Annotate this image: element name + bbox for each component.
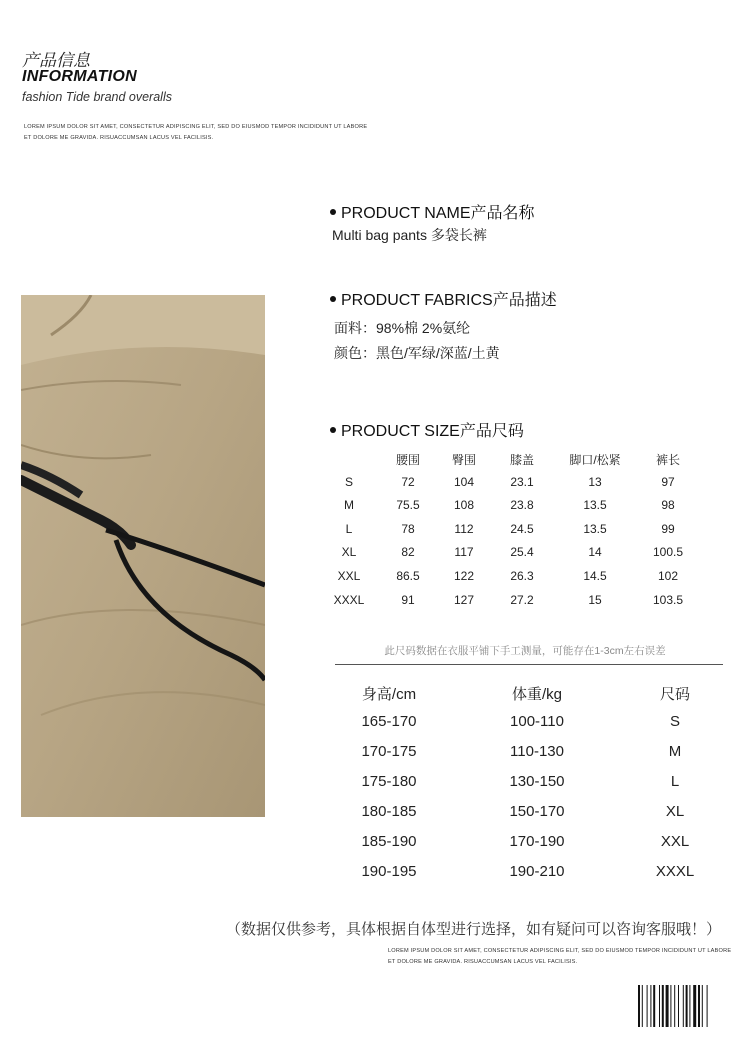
size-chart-cell: 99: [661, 521, 675, 536]
size-chart-cell: 97: [661, 474, 675, 489]
size-chart-cell: 23.8: [510, 498, 534, 513]
size-chart-header-cell: 脚口/松紧: [569, 453, 621, 467]
size-chart-row: [325, 498, 725, 522]
lorem-line: LOREM IPSUM DOLOR SIT AMET, CONSECTETUR ADIPISCING ELIT, SED DO EIUSMOD TEMPOR INCIDIDUNT UT LABORE: [388, 948, 732, 954]
product-name-title-text: PRODUCT NAME产品名称: [341, 205, 535, 222]
recommendation-cell: 180-185: [361, 803, 417, 820]
size-chart-cell: 72: [401, 474, 415, 489]
recommendation-row: [330, 833, 730, 863]
recommendation-header-cell: 体重/kg: [511, 686, 563, 703]
recommendation-header-cell: 身高/cm: [361, 686, 417, 703]
recommendation-row: [330, 803, 730, 833]
size-chart-row: [325, 593, 725, 617]
size-chart-cell: XL: [341, 545, 357, 560]
recommendation-cell: L: [670, 773, 680, 790]
product-photo: [21, 295, 265, 817]
size-note: 此尺码数据在衣服平铺下手工测量，可能存在1-3cm左右误差: [384, 645, 666, 657]
barcode-icon: [638, 985, 741, 1027]
recommendation-cell: M: [668, 743, 682, 760]
size-recommendation-table: [330, 683, 730, 893]
recommendation-cell: 190-210: [509, 863, 565, 880]
size-title-text: PRODUCT SIZE产品尺码: [341, 423, 524, 440]
lorem-line: ET DOLORE ME GRAVIDA. RISUACCUMSAN LACUS VEL FACILISIS.: [24, 135, 214, 141]
size-chart-header-cell: 裤长: [655, 453, 681, 467]
recommendation-cell: 100-110: [510, 713, 564, 730]
size-chart-table: [325, 451, 725, 616]
recommendation-row: [330, 773, 730, 803]
size-chart-cell: 122: [453, 568, 475, 583]
size-chart-cell: XXXL: [333, 592, 365, 607]
recommendation-row: [330, 743, 730, 773]
size-chart-row: [325, 569, 725, 593]
size-chart-row: [325, 475, 725, 499]
size-chart-cell: 27.2: [510, 592, 534, 607]
bullet-icon: [330, 427, 336, 433]
recommendation-cell: XXL: [660, 833, 690, 850]
fabrics-title-text: PRODUCT FABRICS产品描述: [341, 292, 557, 309]
bullet-icon: [330, 209, 336, 215]
lorem-line: ET DOLORE ME GRAVIDA. RISUACCUMSAN LACUS VEL FACILISIS.: [388, 959, 578, 965]
size-chart-cell: 23.1: [510, 474, 534, 489]
size-chart-cell: 24.5: [510, 521, 534, 536]
size-chart-cell: 127: [453, 592, 475, 607]
recommendation-header-row: [330, 683, 730, 713]
size-chart-cell: S: [344, 474, 354, 489]
size-chart-cell: 13.5: [583, 521, 607, 536]
size-chart-cell: 102: [657, 568, 679, 583]
size-chart-header-cell: 臀围: [451, 453, 477, 467]
size-chart-cell: 91: [401, 592, 415, 607]
recommendation-cell: 150-170: [509, 803, 565, 820]
header-title-cn: 产品信息: [22, 51, 90, 70]
size-chart-cell: 14: [588, 545, 602, 560]
size-chart-cell: 75.5: [396, 498, 420, 513]
size-chart-cell: 112: [454, 521, 474, 536]
size-chart-row: [325, 545, 725, 569]
footer-lorem: [388, 946, 748, 968]
size-chart-cell: 15: [588, 592, 602, 607]
recommendation-cell: 190-195: [361, 863, 417, 880]
recommendation-cell: 170-190: [509, 833, 565, 850]
size-chart-header-row: [325, 451, 725, 475]
size-title: [330, 418, 524, 441]
size-chart-cell: 78: [401, 521, 415, 536]
recommendation-header-cell: 尺码: [659, 686, 691, 703]
product-photo-image: [21, 295, 265, 817]
size-chart-cell: XXL: [337, 568, 361, 583]
header-title-en: INFORMATION: [22, 68, 137, 85]
size-chart-cell: 82: [401, 545, 415, 560]
size-chart-cell: 103.5: [652, 592, 684, 607]
bullet-icon: [330, 296, 336, 302]
recommendation-cell: 130-150: [509, 773, 565, 790]
recommendation-row: [330, 863, 730, 893]
recommendation-cell: 110-130: [510, 743, 564, 760]
size-chart-cell: 26.3: [510, 568, 534, 583]
product-name-title: [330, 200, 535, 223]
header-lorem: [24, 122, 384, 144]
size-chart-cell: 104: [453, 474, 475, 489]
size-chart-cell: 100.5: [652, 545, 684, 560]
disclaimer: （数据仅供参考，具体根据自体型进行选择，如有疑问可以咨询客服哦！）: [226, 921, 722, 938]
fabrics-colors: 颜色：黑色/军绿/深蓝/土黄: [334, 345, 500, 361]
size-chart-cell: 25.4: [510, 545, 534, 560]
fabrics-title: [330, 287, 557, 310]
size-chart-cell: 98: [661, 498, 675, 513]
size-chart-row: [325, 522, 725, 546]
size-chart-cell: 13.5: [583, 498, 607, 513]
size-chart-header-cell: 腰围: [395, 453, 421, 467]
product-name-value: Multi bag pants 多袋长裤: [332, 227, 487, 243]
recommendation-cell: 165-170: [361, 713, 417, 730]
size-chart-cell: M: [344, 498, 354, 513]
size-chart-cell: 86.5: [396, 568, 420, 583]
lorem-line: LOREM IPSUM DOLOR SIT AMET, CONSECTETUR ADIPISCING ELIT, SED DO EIUSMOD TEMPOR INCIDIDUNT UT LABORE: [24, 124, 368, 130]
size-chart-header-cell: 膝盖: [509, 453, 535, 467]
recommendation-cell: 170-175: [361, 743, 417, 760]
size-chart-cell: 13: [588, 474, 602, 489]
size-chart-cell: 14.5: [583, 568, 607, 583]
recommendation-cell: XL: [665, 803, 685, 820]
recommendation-cell: 185-190: [361, 833, 417, 850]
divider: [335, 664, 723, 665]
size-chart-cell: L: [345, 521, 353, 536]
recommendation-cell: S: [669, 713, 681, 730]
size-chart-cell: 117: [454, 545, 474, 560]
fabrics-material: 面料：98%棉 2%氨纶: [334, 320, 471, 336]
recommendation-row: [330, 713, 730, 743]
recommendation-cell: XXXL: [655, 863, 695, 880]
size-chart-cell: 108: [453, 498, 475, 513]
recommendation-cell: 175-180: [361, 773, 417, 790]
header-subtitle: fashion Tide brand overalls: [22, 90, 172, 104]
